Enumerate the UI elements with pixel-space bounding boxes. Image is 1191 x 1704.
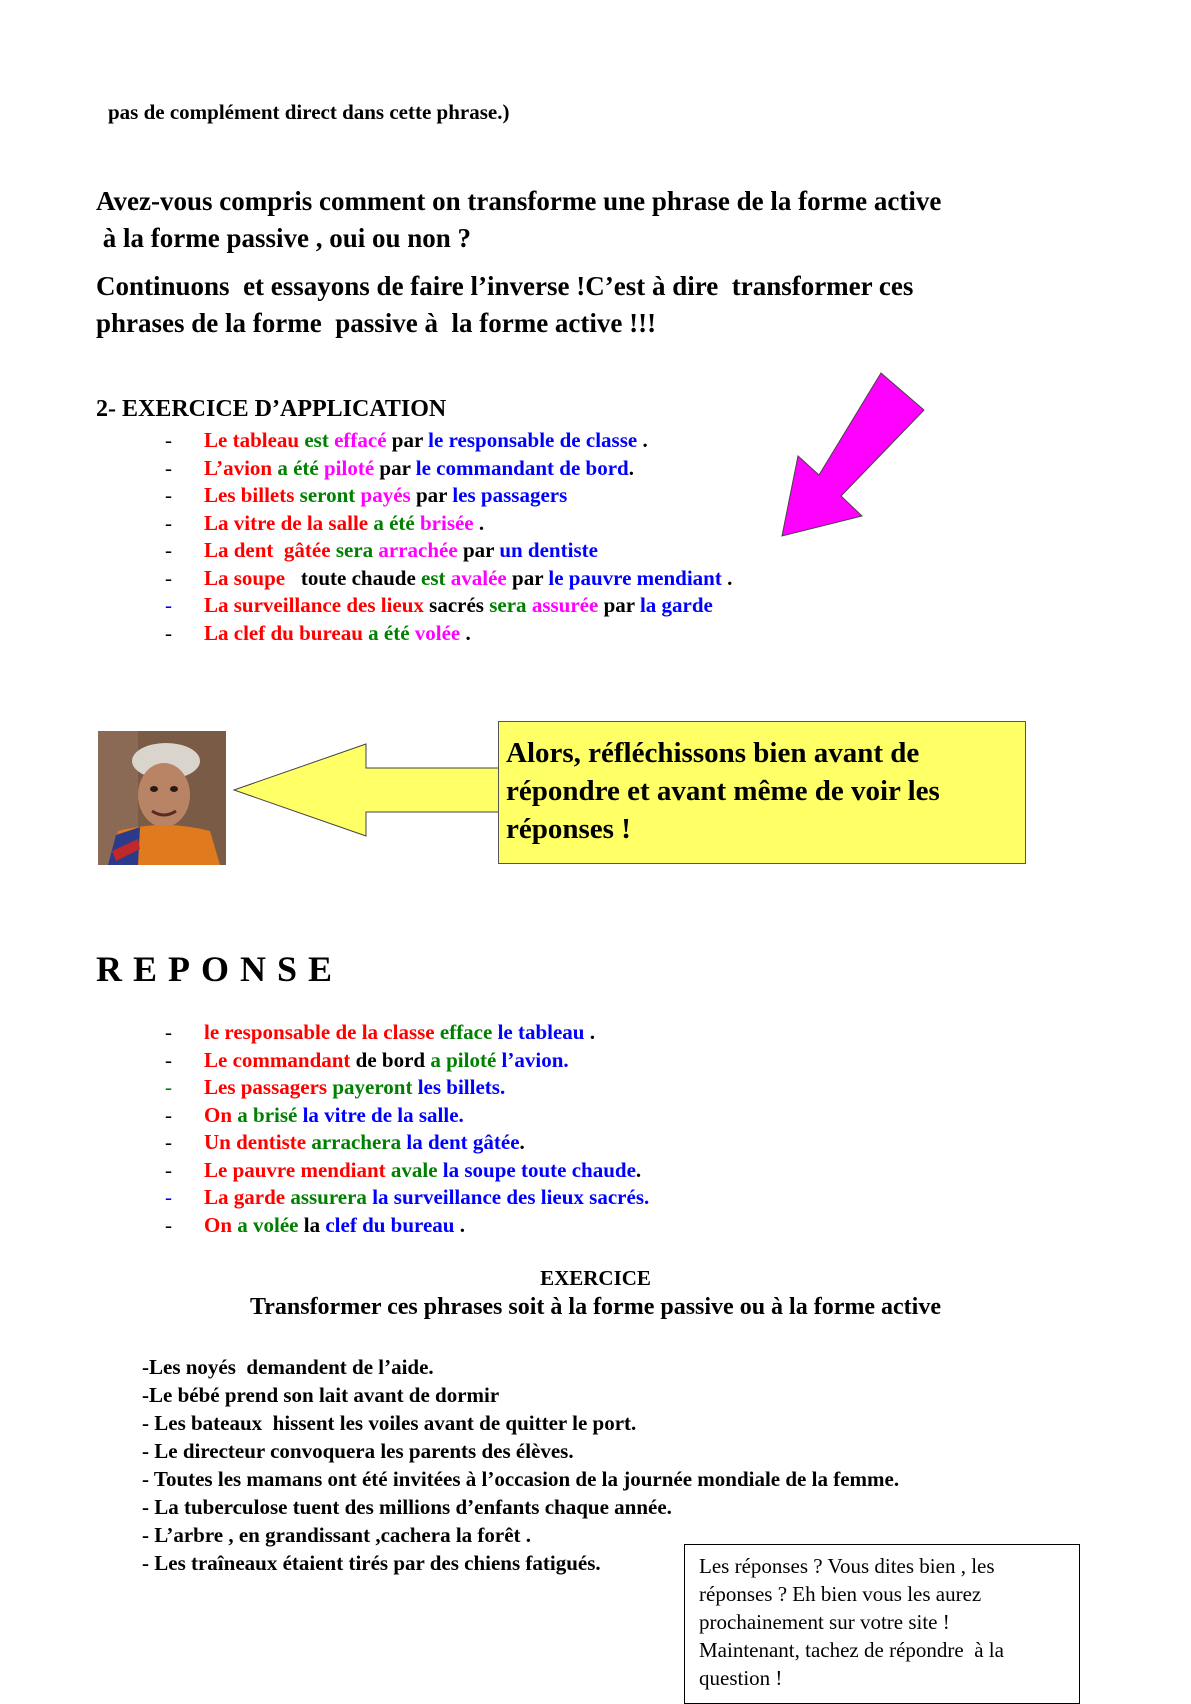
text-segment: . [519, 1130, 525, 1154]
note-line: Les réponses ? Vous dites bien , les [699, 1554, 995, 1578]
text-segment: le pauvre mendiant [548, 565, 728, 590]
text-segment: par [603, 593, 640, 617]
text-segment: les passagers [452, 483, 568, 507]
text-segment: la soupe toute chaude [442, 1157, 636, 1182]
text-segment: avale [390, 1157, 443, 1182]
exercise2-item: -Le bébé prend son lait avant de dormir [142, 1383, 500, 1407]
text-segment: a été [277, 455, 324, 480]
list-item-text [204, 1130, 525, 1155]
text-segment: a été [373, 510, 420, 535]
text-segment: piloté [323, 455, 380, 480]
text-segment: avalée [450, 565, 513, 590]
text-segment: La clef du bureau [204, 620, 369, 645]
text-segment: un dentiste [499, 538, 598, 562]
text-segment: . [589, 1020, 595, 1044]
list-bullet: - [165, 565, 172, 590]
text-segment: assurée [531, 593, 604, 617]
exercise2-item: -Les noyés demandent de l’aide. [142, 1355, 434, 1379]
list-item-text [204, 1020, 595, 1045]
question-1 [96, 183, 1116, 257]
text-segment: La surveillance des lieux [204, 593, 430, 617]
list-bullet: - [165, 1185, 172, 1209]
list-bullet: - [165, 1020, 172, 1044]
text-segment: le responsable de classe [428, 428, 643, 452]
note-line: réponses ? Eh bien vous les aurez [699, 1582, 982, 1606]
text-segment: par [391, 428, 429, 452]
text-segment: sera [489, 593, 532, 617]
list-item-text [204, 1075, 505, 1100]
list-bullet: - [165, 538, 172, 562]
text-segment: de bord [355, 1047, 431, 1072]
list-item-text [204, 1158, 641, 1183]
list-bullet: - [165, 1157, 172, 1182]
question-2 [96, 268, 1116, 342]
text-segment: L’avion [204, 455, 278, 480]
text-segment: le tableau [497, 1020, 590, 1044]
list-bullet: - [165, 593, 172, 617]
text-segment: brisée [419, 510, 479, 535]
list-item-text [204, 456, 634, 481]
note-line: prochainement sur votre site ! [699, 1610, 950, 1634]
text-segment: par [415, 483, 453, 507]
exercise2-item: - L’arbre , en grandissant ,cachera la forêt . [142, 1523, 532, 1547]
text-segment: par [462, 538, 500, 562]
text-segment: est [304, 428, 335, 452]
text-segment: a brisé [237, 1102, 303, 1127]
text-segment: le responsable de la classe [204, 1020, 440, 1044]
note-line: Maintenant, tachez de répondre à la [699, 1638, 1004, 1662]
text-segment: volée [414, 620, 466, 645]
text-segment: la [303, 1212, 326, 1237]
text-segment: le commandant de bord [415, 455, 629, 480]
note-box [684, 1544, 1080, 1704]
text-segment: la dent gâtée [406, 1130, 520, 1154]
text-segment: a piloté [430, 1047, 502, 1072]
exercise2-item: - Toutes les mamans ont été invitées à l’occasion de la journée mondiale de la femme. [142, 1467, 900, 1491]
text-segment: la garde [639, 593, 713, 617]
text-segment: les billets. [417, 1075, 506, 1099]
top-line: pas de complément direct dans cette phrase.) [108, 100, 510, 124]
exercise2-item: - Les traîneaux étaient tirés par des chiens fatigués. [142, 1551, 601, 1575]
text-segment: efface [439, 1020, 498, 1044]
text-segment: sacrés [429, 593, 490, 617]
list-item-text [204, 538, 598, 563]
text-segment: effacé [334, 428, 392, 452]
list-bullet: - [165, 510, 172, 535]
text-segment: Les passagers [204, 1075, 333, 1099]
text-segment: arrachera [311, 1130, 407, 1154]
text-segment: a été [368, 620, 415, 645]
note-line: question ! [699, 1666, 783, 1690]
list-bullet: - [165, 455, 172, 480]
text-segment: la surveillance des lieux sacrés. [372, 1185, 650, 1209]
text-segment: payeront [332, 1075, 418, 1099]
text-segment: . [478, 510, 485, 535]
yellow-arrow-icon [232, 741, 502, 841]
list-item-text [204, 511, 484, 536]
text-segment: seront [299, 483, 361, 507]
reponse-title: REPONSE [96, 949, 344, 989]
text-segment: Le pauvre mendiant [204, 1157, 391, 1182]
list-item-text [204, 1103, 464, 1128]
text-segment: . [628, 455, 634, 480]
list-item-text [204, 593, 713, 618]
list-item-text [204, 1048, 569, 1073]
text-segment: a volée [237, 1212, 304, 1237]
list-bullet: - [165, 1130, 172, 1154]
list-bullet: - [165, 483, 172, 507]
text-segment: La garde [204, 1185, 291, 1209]
text-segment: la vitre de la salle. [302, 1102, 464, 1127]
list-item-text [204, 483, 567, 508]
text-segment: On [204, 1212, 238, 1237]
list-bullet: - [165, 1212, 172, 1237]
text-segment: Les billets [204, 483, 300, 507]
text-segment: . [727, 565, 733, 590]
boy-photo [98, 731, 226, 865]
text-segment: Le commandant [204, 1047, 356, 1072]
exercise2-subtitle: Transformer ces phrases soit à la forme passive ou à la forme active [250, 1294, 941, 1320]
list-item-text [204, 1213, 465, 1238]
text-segment: La dent gâtée [204, 538, 336, 562]
text-segment: assurera [290, 1185, 373, 1209]
list-bullet: - [165, 1047, 172, 1072]
text-segment: payés [360, 483, 416, 507]
text-segment: par [512, 565, 549, 590]
list-bullet: - [165, 1075, 172, 1099]
text-segment: l’avion. [501, 1047, 569, 1072]
exercise-title: 2- EXERCICE D’APPLICATION [96, 396, 447, 422]
text-segment: clef du bureau [325, 1212, 460, 1237]
text-segment: arrachée [378, 538, 463, 562]
text-segment: . [642, 428, 648, 452]
question-2-line-1: Continuons et essayons de faire l’inverse !C’est à dire transformer ces [96, 271, 914, 301]
text-segment: est [421, 565, 451, 590]
magenta-arrow-icon [760, 368, 930, 548]
text-segment: . [459, 1212, 465, 1237]
text-segment: par [379, 455, 416, 480]
list-item-text [204, 621, 471, 646]
text-segment: . [635, 1157, 642, 1182]
question-2-line-2: phrases de la forme passive à la forme active !!! [96, 308, 657, 338]
exercise2-item: - La tuberculose tuent des millions d’enfants chaque année. [142, 1495, 672, 1519]
yellow-callout-box: Alors, réfléchissons bien avant de répondre et avant même de voir les réponses ! [498, 721, 1026, 864]
text-segment: Un dentiste [204, 1130, 312, 1154]
text-segment: . [465, 620, 471, 645]
text-segment: sera [335, 538, 379, 562]
text-segment: Le tableau [204, 428, 305, 452]
text-segment: toute chaude [300, 565, 422, 590]
text-segment: La soupe [204, 565, 301, 590]
list-bullet: - [165, 428, 172, 452]
list-item-text [204, 428, 648, 453]
question-1-line-2: à la forme passive , oui ou non ? [96, 223, 472, 253]
list-item-text [204, 566, 732, 591]
exercise2-title: EXERCICE [540, 1266, 651, 1290]
list-bullet: - [165, 1102, 172, 1127]
list-item-text [204, 1185, 649, 1210]
question-1-line-1: Avez-vous compris comment on transforme une phrase de la forme active [96, 186, 942, 216]
text-segment: On [204, 1102, 238, 1127]
exercise2-item: - Le directeur convoquera les parents des élèves. [142, 1439, 574, 1463]
list-bullet: - [165, 620, 172, 645]
exercise2-item: - Les bateaux hissent les voiles avant de quitter le port. [142, 1411, 637, 1435]
text-segment: La vitre de la salle [204, 510, 374, 535]
